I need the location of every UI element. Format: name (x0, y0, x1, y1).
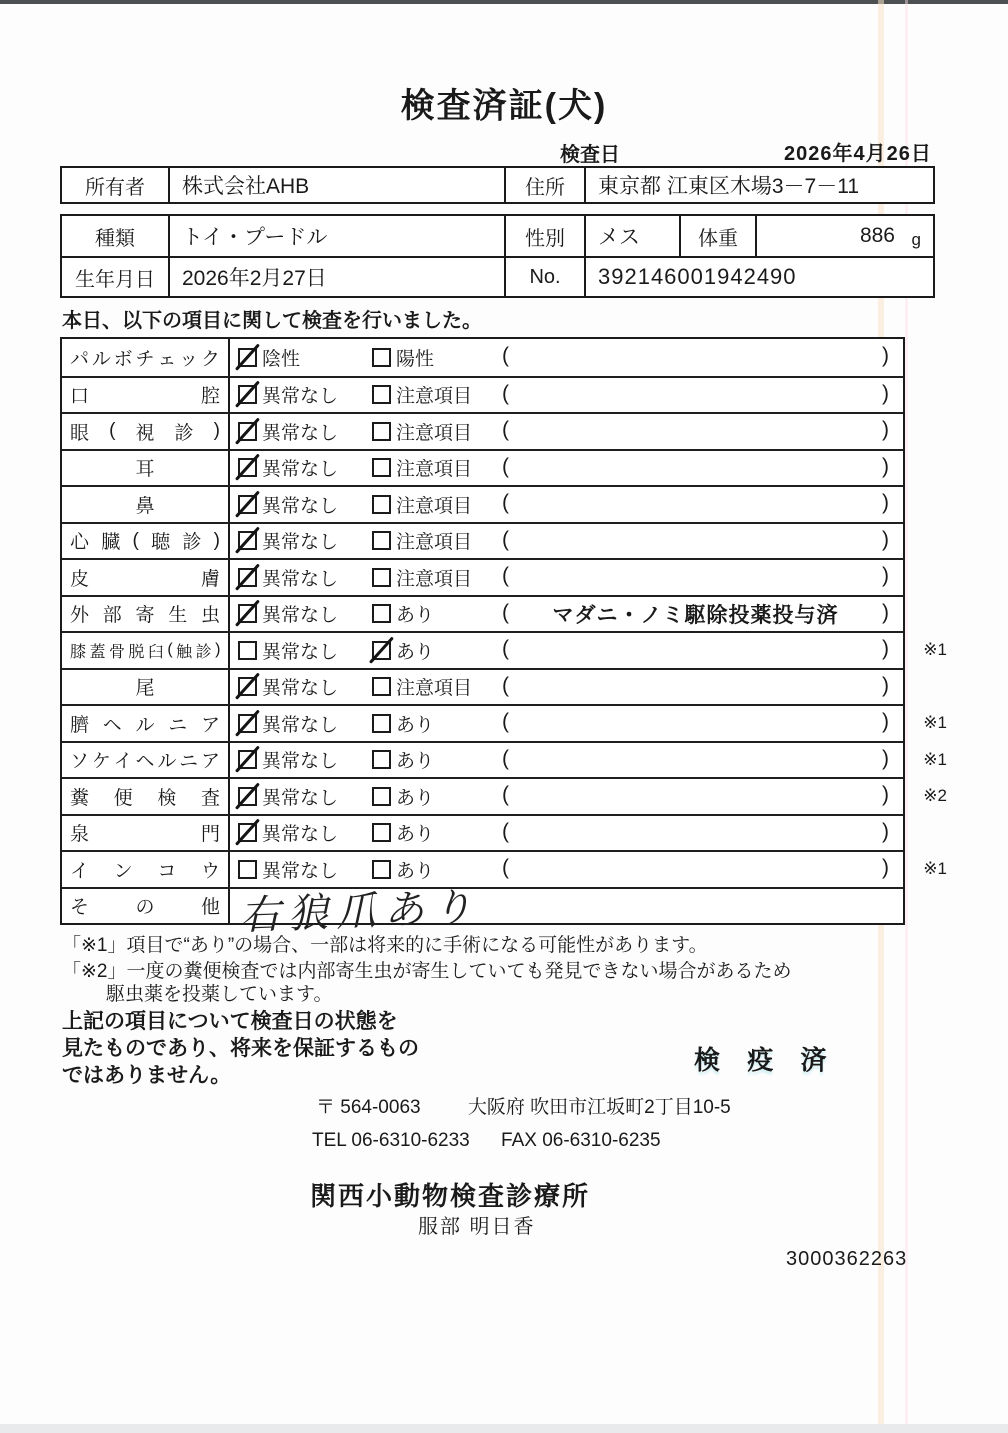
item-label-char: 臼 (147, 643, 164, 661)
birthdate-value: 2026年2月27日 (168, 258, 504, 296)
option-label: 注意項目 (396, 459, 473, 481)
item-label-char: 検 (157, 787, 177, 809)
item-label (62, 378, 230, 413)
checklist-row (62, 558, 903, 595)
option-label: 異常なし (262, 641, 339, 663)
clinic-tel: TEL 06-6310-6233 (312, 1130, 470, 1151)
option-label: 異常なし (262, 860, 339, 882)
item-label-char: 外 (70, 605, 90, 627)
option-label: あり (396, 824, 435, 846)
id-number-value: 392146001942490 (584, 258, 933, 296)
clinic-postal-code: 〒 564-0063 (316, 1097, 421, 1118)
footnote-1: 「※1」項目で“あり”の場合、一部は将来的に手術になる可能性があります。 (62, 935, 708, 956)
row-content (230, 378, 903, 413)
address-value: 東京都 江東区木場3－7－11 (584, 168, 933, 202)
option-unchecked (372, 560, 472, 595)
checkbox (238, 604, 257, 623)
option-label: 異常なし (262, 824, 339, 846)
item-label-char: ア (200, 714, 220, 736)
paren-open: ( (502, 454, 509, 478)
checklist-row (62, 777, 947, 814)
item-label-char: 眼 (70, 422, 90, 444)
item-label-char: ク (200, 348, 220, 370)
item-label-char: コ (157, 860, 177, 882)
option-unchecked (372, 597, 434, 632)
checklist-row (62, 595, 903, 632)
breed-value: トイ・プードル (168, 216, 504, 256)
paren-close: ) (882, 381, 889, 405)
option-label: あり (396, 787, 435, 809)
row-content (230, 706, 903, 741)
item-label-char: ル (91, 348, 111, 370)
item-label-char: 膚 (200, 568, 220, 590)
option-unchecked (372, 779, 434, 814)
row-content (230, 597, 903, 632)
check-mark (235, 819, 260, 846)
document-title: 検査済証(犬) (400, 87, 608, 125)
item-label-char: ケ (91, 751, 111, 773)
option-checked (238, 524, 338, 559)
checkbox (238, 860, 257, 879)
owner-label: 所有者 (85, 176, 145, 199)
checklist-row (62, 885, 903, 938)
check-mark (235, 673, 260, 700)
item-label-char: 臍 (70, 714, 90, 736)
checkbox (372, 348, 391, 367)
paren-open: ( (502, 564, 509, 588)
inspection-date-label: 検査日 (560, 144, 620, 166)
paren-close: ) (882, 344, 889, 368)
checklist-row (62, 741, 947, 778)
footnote-2-line1: 「※2」一度の糞便検査では内部寄生虫が寄生していても発見できない場合があるため (62, 961, 792, 982)
item-label-char: ル (157, 751, 177, 773)
checklist-row (62, 412, 903, 449)
item-label-char: 臓 (101, 532, 121, 554)
item-label-char: 生 (168, 605, 188, 627)
option-label: 異常なし (262, 568, 339, 590)
item-label-char: 口 (70, 386, 90, 408)
serial-number: 3000362263 (786, 1248, 908, 1270)
disclaimer-line: 上記の項目について検査日の状態を (62, 1010, 398, 1033)
option-checked (238, 816, 338, 851)
row-content (230, 560, 903, 595)
footnote-2-line2: 駆虫薬を投薬しています。 (106, 984, 333, 1005)
paren-open: ( (502, 637, 509, 661)
item-label-char: イ (70, 860, 90, 882)
option-label: 異常なし (262, 532, 339, 554)
row-content (230, 779, 903, 814)
row-footnote-mark: ※1 (923, 749, 947, 769)
row-footnote-mark: ※1 (923, 640, 947, 660)
quarantine-stamp: 検 疫 済 (694, 1045, 837, 1075)
option-label: 異常なし (262, 714, 339, 736)
item-label-char: ニ (179, 751, 199, 773)
item-label-char: ) (213, 529, 220, 551)
row-footnote-mark: ※1 (923, 713, 947, 733)
checklist-row (62, 376, 903, 413)
owner-value: 株式会社AHB (168, 168, 504, 202)
item-label-char: 聴 (151, 532, 171, 554)
option-label: あり (396, 641, 435, 663)
checkbox (238, 531, 257, 550)
checkbox (238, 714, 257, 733)
option-label: あり (396, 751, 435, 773)
item-label (62, 524, 230, 559)
item-label-char: ) (215, 641, 220, 659)
paren-close: ) (882, 673, 889, 697)
option-checked (238, 414, 338, 449)
checkbox (372, 860, 391, 879)
paren-open: ( (502, 783, 509, 807)
checkbox (238, 677, 257, 696)
option-unchecked (372, 524, 472, 559)
item-label (62, 670, 230, 705)
scan-edge-top (0, 0, 1008, 4)
item-label-char: ヘ (102, 714, 122, 736)
paren-open: ( (502, 819, 509, 843)
item-label (62, 816, 230, 851)
item-label-char: ン (113, 860, 133, 882)
item-label-char: 便 (113, 787, 133, 809)
paren-open: ( (502, 344, 509, 368)
checkbox (238, 641, 257, 660)
paren-close: ) (882, 710, 889, 734)
row-content (230, 743, 903, 778)
weight-number: 886 (859, 224, 895, 247)
item-label-char: 膝 (70, 643, 86, 661)
check-mark (235, 709, 260, 736)
paren-open: ( (502, 746, 509, 770)
item-label-char: パ (70, 348, 90, 370)
paren-open: ( (502, 856, 509, 880)
item-label (62, 743, 230, 778)
option-label: 異常なし (262, 422, 339, 444)
item-label-char: 寄 (135, 605, 155, 627)
option-label: 異常なし (262, 787, 339, 809)
item-label-char: ( (109, 420, 116, 442)
item-label (62, 487, 230, 522)
item-label-char: ル (135, 714, 155, 736)
clinic-postal-line (316, 1092, 731, 1119)
paren-close: ) (882, 783, 889, 807)
item-label-char: イ (113, 751, 133, 773)
item-label-char: 骨 (108, 643, 125, 661)
paren-open: ( (502, 527, 509, 551)
row-footnote-mark: ※2 (923, 786, 947, 806)
item-label-char: 腔 (200, 386, 220, 408)
owner-table (60, 166, 935, 204)
item-label-char: そ (70, 897, 90, 919)
paren-close: ) (882, 564, 889, 588)
paren-close: ) (882, 491, 889, 515)
option-checked (238, 560, 338, 595)
option-unchecked (372, 816, 434, 851)
birthdate-number-row (62, 256, 933, 296)
item-label (62, 706, 230, 741)
item-label-char: ( (132, 529, 139, 551)
checkbox (372, 823, 391, 842)
row-content (230, 339, 903, 376)
checkbox (238, 750, 257, 769)
paren-close: ) (882, 527, 889, 551)
item-label-char: 部 (102, 605, 122, 627)
check-mark (235, 381, 260, 408)
checkbox (372, 531, 391, 550)
checklist-row (62, 485, 903, 522)
paren-open: ( (502, 418, 509, 442)
option-label: あり (396, 714, 435, 736)
item-label-char: ボ (113, 348, 133, 370)
option-label: 注意項目 (396, 568, 473, 590)
item-label (62, 414, 230, 449)
item-label-char: 泉 (70, 824, 90, 846)
option-unchecked (372, 743, 434, 778)
option-label: 注意項目 (396, 532, 473, 554)
statement-text: 本日、以下の項目に関して検査を行いました。 (62, 310, 482, 332)
scan-edge-bottom (0, 1424, 1008, 1433)
check-mark (235, 454, 260, 481)
item-label-char: 診 (182, 532, 202, 554)
paren-close: ) (882, 637, 889, 661)
item-label-char: 査 (200, 787, 220, 809)
address-label: 住所 (504, 168, 584, 202)
item-label-char: チ (135, 348, 155, 370)
row-content (230, 524, 903, 559)
option-checked (238, 706, 338, 741)
row-content (230, 670, 903, 705)
sex-value: メス (584, 216, 679, 256)
option-unchecked (372, 706, 434, 741)
paren-close: ) (882, 819, 889, 843)
option-unchecked (372, 487, 472, 522)
check-mark (235, 782, 260, 809)
row-content (230, 885, 903, 938)
item-label-char: ッ (179, 348, 199, 370)
item-label-char: 視 (135, 422, 155, 444)
option-label: 異常なし (262, 751, 339, 773)
item-label-char: 皮 (70, 568, 90, 590)
row-content (230, 487, 903, 522)
item-label (62, 560, 230, 595)
option-unchecked (238, 633, 338, 668)
check-mark (235, 490, 260, 517)
item-label (62, 633, 230, 668)
checklist-row (62, 449, 903, 486)
animal-info-table (60, 214, 935, 298)
option-checked (238, 487, 338, 522)
checkbox (372, 458, 391, 477)
paren-close: ) (882, 600, 889, 624)
item-label-char: ( (167, 641, 173, 659)
owner-row (62, 168, 933, 202)
option-checked (238, 779, 338, 814)
option-unchecked (372, 414, 472, 449)
item-label (62, 852, 230, 887)
checkbox (238, 568, 257, 587)
inspection-date-value: 2026年4月26日 (784, 143, 932, 165)
checkbox (238, 787, 257, 806)
paren-close: ) (882, 454, 889, 478)
veterinarian-name: 服部 明日香 (418, 1216, 536, 1238)
breed-sex-weight-row (62, 216, 933, 256)
sex-label: 性別 (504, 216, 584, 256)
checkbox (372, 568, 391, 587)
checklist-table (60, 337, 947, 938)
item-label-char: ヘ (135, 751, 155, 773)
item-label-char: 診 (195, 643, 212, 661)
option-unchecked (372, 451, 472, 486)
option-label: 異常なし (262, 459, 339, 481)
paren-close: ) (882, 746, 889, 770)
item-label (62, 889, 230, 924)
option-label: 陽性 (396, 348, 435, 370)
weight-label: 体重 (679, 216, 755, 256)
option-checked (238, 743, 338, 778)
checklist-row (62, 704, 947, 741)
checkbox (238, 385, 257, 404)
check-mark (369, 636, 394, 663)
paren-open: ( (502, 491, 509, 515)
check-mark (235, 600, 260, 627)
item-label (62, 451, 230, 486)
checklist-row (62, 339, 903, 376)
option-label: 注意項目 (396, 678, 473, 700)
check-mark (235, 527, 260, 554)
check-mark (235, 746, 260, 773)
item-label-char: の (135, 897, 155, 919)
clinic-contact-line (312, 1130, 661, 1152)
item-label-char: ソ (70, 751, 90, 773)
paren-open: ( (502, 600, 509, 624)
clinic-name: 関西小動物検査診療所 (310, 1181, 591, 1211)
disclaimer-line: ではありません。 (62, 1064, 232, 1087)
item-label-char: ウ (200, 860, 220, 882)
paren-value: マダニ・ノミ駆除投薬投与済 (552, 603, 839, 627)
item-label-char: ニ (168, 714, 188, 736)
checklist-row (62, 668, 903, 705)
id-number-label: No. (504, 258, 584, 296)
option-label: 注意項目 (396, 495, 473, 517)
item-label-char: 糞 (70, 787, 90, 809)
option-checked (372, 633, 434, 668)
weight-value (755, 216, 933, 256)
item-label (62, 597, 230, 632)
option-checked (238, 378, 338, 413)
checklist-row (62, 814, 903, 851)
checkbox (372, 495, 391, 514)
paren-close: ) (882, 856, 889, 880)
option-unchecked (372, 378, 472, 413)
checkbox (372, 385, 391, 404)
disclaimer-line: 見たものであり、将来を保証するもの (62, 1037, 419, 1060)
handwritten-note: 右狼爪あり (239, 885, 481, 938)
birthdate-label: 生年月日 (75, 268, 155, 291)
clinic-address: 大阪府 吹田市江坂町2丁目10-5 (467, 1097, 731, 1118)
item-label-char: ) (213, 420, 220, 442)
checklist-row (62, 522, 903, 559)
option-label: あり (396, 605, 435, 627)
checkbox (238, 422, 257, 441)
clinic-fax: FAX 06-6310-6235 (501, 1130, 661, 1151)
option-unchecked (372, 339, 434, 376)
option-label: 異常なし (262, 605, 339, 627)
paren-open: ( (502, 710, 509, 734)
breed-label: 種類 (95, 227, 135, 250)
checkbox (372, 604, 391, 623)
check-mark (235, 417, 260, 444)
item-label-char: 心 (70, 532, 90, 554)
option-unchecked (372, 670, 472, 705)
checklist-row (62, 631, 947, 668)
checkbox (238, 348, 257, 367)
item-label-char: 他 (200, 897, 220, 919)
checklist-row (62, 850, 947, 887)
option-label: 注意項目 (396, 386, 473, 408)
option-label: 注意項目 (396, 422, 473, 444)
option-label: 異常なし (262, 495, 339, 517)
check-mark (235, 563, 260, 590)
checkbox (372, 641, 391, 660)
item-label-char: 門 (200, 824, 220, 846)
row-content (230, 633, 903, 668)
option-label: 異常なし (262, 678, 339, 700)
option-checked (238, 451, 338, 486)
item-label (62, 779, 230, 814)
option-checked (238, 670, 338, 705)
row-content (230, 414, 903, 449)
checkbox (372, 787, 391, 806)
item-label-char: 触 (176, 643, 192, 661)
item-label-char: 蓋 (89, 643, 105, 661)
checkbox (238, 458, 257, 477)
item-label-char: ェ (157, 348, 177, 370)
row-content (230, 451, 903, 486)
item-label (62, 339, 230, 376)
paren-close: ) (882, 418, 889, 442)
item-label-char: 脱 (128, 643, 144, 661)
check-mark (235, 343, 260, 370)
option-checked (238, 597, 338, 632)
checkbox (372, 714, 391, 733)
item-label-char: 虫 (200, 605, 220, 627)
checkbox (238, 823, 257, 842)
paren-open: ( (502, 673, 509, 697)
checkbox (372, 750, 391, 769)
item-label-char: 鼻 (135, 495, 155, 517)
item-label-char: 尾 (135, 678, 155, 700)
item-label-char: 診 (174, 422, 194, 444)
disclaimer-text (62, 1008, 419, 1089)
checkbox (372, 677, 391, 696)
option-label: あり (396, 860, 435, 882)
option-label: 異常なし (262, 386, 339, 408)
checkbox (372, 422, 391, 441)
option-label: 陰性 (262, 348, 301, 370)
item-label-char: ア (200, 751, 220, 773)
row-footnote-mark: ※1 (923, 859, 947, 879)
option-checked (238, 339, 300, 376)
paren-open: ( (502, 381, 509, 405)
item-label-char: 耳 (135, 459, 155, 481)
weight-unit: g (911, 230, 921, 249)
checkbox (238, 495, 257, 514)
row-content (230, 816, 903, 851)
